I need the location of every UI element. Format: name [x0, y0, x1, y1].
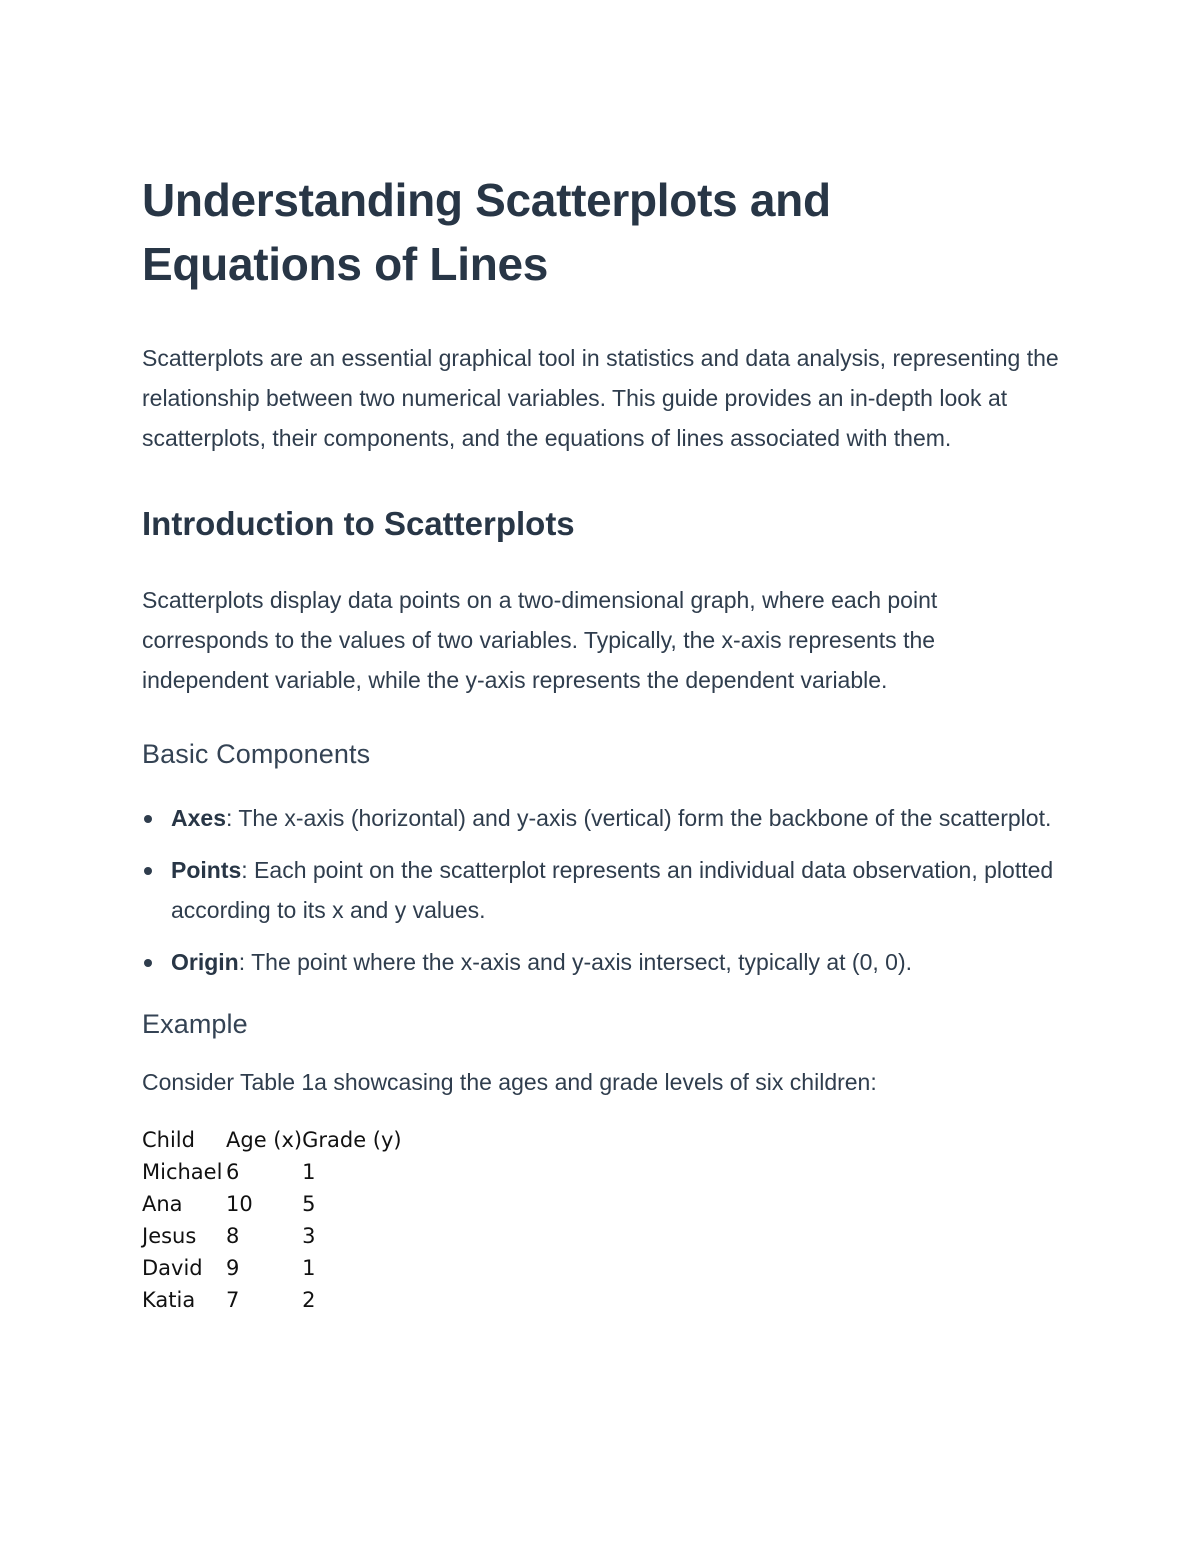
table-cell: 5: [302, 1192, 316, 1216]
list-item-term: Axes: [171, 805, 226, 831]
table-header-row: [142, 1124, 422, 1156]
table-row: [142, 1188, 422, 1220]
list-item-term: Points: [171, 857, 242, 883]
list-item-term: Origin: [171, 949, 239, 975]
document-page: [142, 168, 1062, 1316]
table-cell: 1: [302, 1160, 316, 1184]
table-header: Grade (y): [302, 1128, 402, 1152]
data-table: [142, 1124, 422, 1316]
table-cell: David: [142, 1256, 203, 1280]
table-row: [142, 1220, 422, 1252]
intro-paragraph: Scatterplots are an essential graphical tool in statistics and data analysis, representing the relationship between two numerical variables. This guide provides an in-depth look at scatterplots, their components, and the equations of lines associated with them.: [142, 345, 1059, 451]
list-item-text: : The point where the x-axis and y-axis intersect, typically at (0, 0).: [238, 949, 912, 975]
section-paragraph-introduction: Scatterplots display data points on a two-dimensional graph, where each point corresponds to the values of two variables. Typically, the x-axis represents the independent variable, while the y-axis represents the dependent variable.: [142, 587, 938, 693]
table-cell: 8: [226, 1224, 240, 1248]
bullet-icon: [144, 867, 152, 875]
components-list: [142, 798, 1062, 982]
table-cell: Jesus: [142, 1224, 197, 1248]
table-cell: Michael: [142, 1160, 223, 1184]
table-row: [142, 1284, 422, 1316]
table-cell: Ana: [142, 1192, 183, 1216]
table-cell: 3: [302, 1224, 316, 1248]
list-item-text: : The x-axis (horizontal) and y-axis (vertical) form the backbone of the scatterplot.: [225, 805, 1052, 831]
table-cell: 6: [226, 1160, 240, 1184]
example-intro: Consider Table 1a showcasing the ages and grade levels of six children:: [142, 1069, 877, 1095]
list-item-origin: [142, 942, 1062, 982]
table-header: Age (x): [226, 1128, 303, 1152]
bullet-icon: [144, 959, 152, 967]
list-item-text: : Each point on the scatterplot represents an individual data observation, plotted according to its x and y values.: [171, 857, 1054, 923]
subheading-basic-components: Basic Components: [142, 739, 371, 769]
table-cell: 2: [302, 1288, 316, 1312]
table-row: [142, 1252, 422, 1284]
table-header: Child: [142, 1128, 195, 1152]
bullet-icon: [144, 815, 152, 823]
list-item-axes: [142, 798, 1062, 838]
table-cell: 10: [226, 1192, 253, 1216]
subheading-example: Example: [142, 1009, 248, 1039]
table-cell: 1: [302, 1256, 316, 1280]
table-row: [142, 1156, 422, 1188]
page-title: Understanding Scatterplots and Equations of Lines: [142, 174, 831, 290]
list-item-points: [142, 850, 1062, 930]
section-heading-introduction: Introduction to Scatterplots: [142, 505, 575, 542]
table-cell: 9: [226, 1256, 240, 1280]
table-cell: 7: [226, 1288, 240, 1312]
table-cell: Katia: [142, 1288, 196, 1312]
